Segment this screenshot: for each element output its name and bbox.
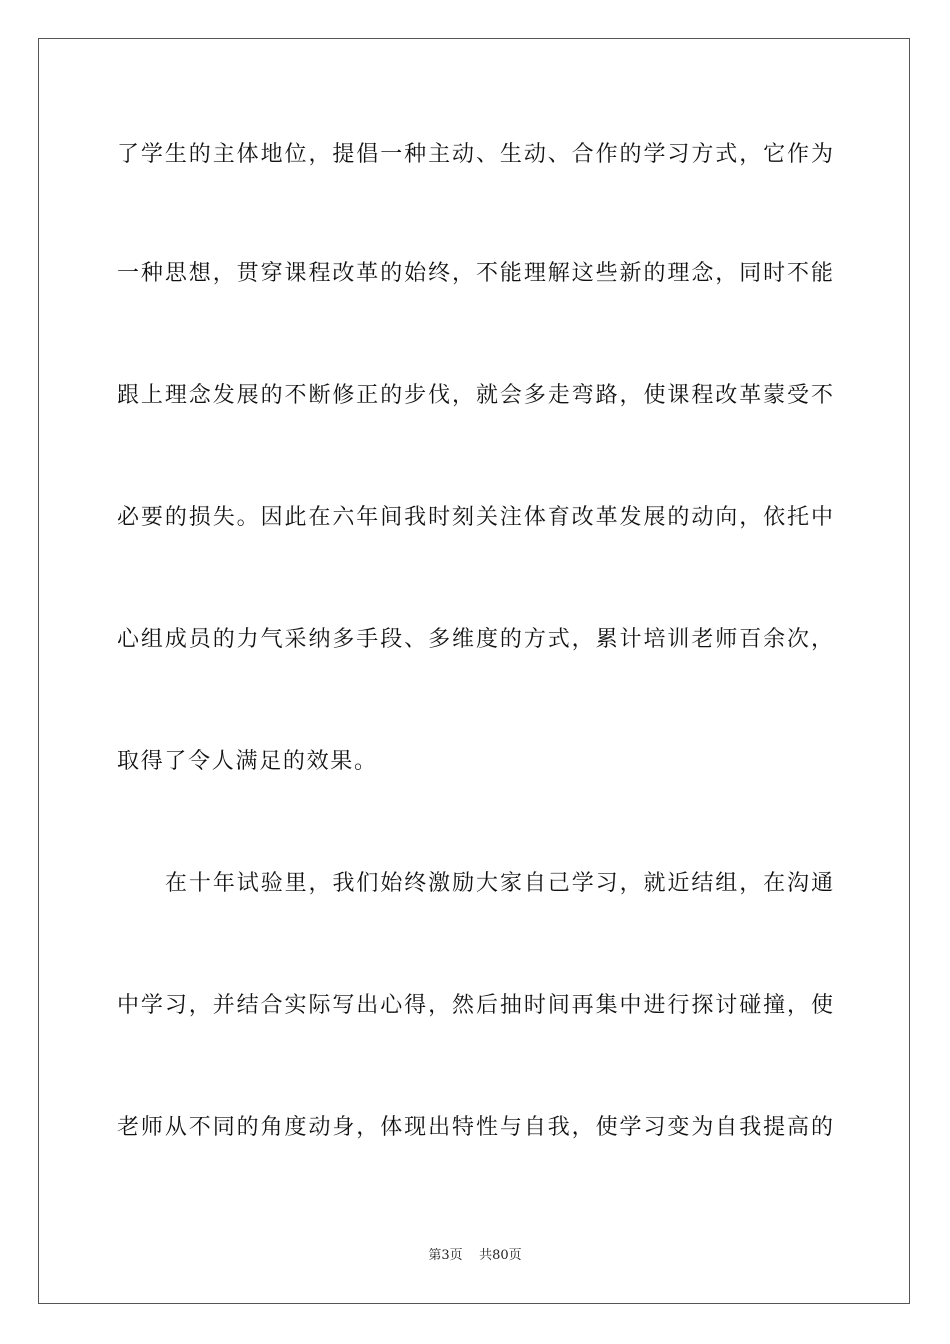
paragraph-line-6: 取得了令人满足的效果。	[117, 749, 378, 774]
page-number: 第3页	[428, 1248, 463, 1263]
paragraph-line-8: 中学习，并结合实际写出心得，然后抽时间再集中进行探讨碰撞，使	[117, 993, 833, 1018]
paragraph-line-1: 了学生的主体地位，提倡一种主动、生动、合作的学习方式，它作为	[117, 142, 833, 167]
paragraph-line-9: 老师从不同的角度动身，体现出特性与自我，使学习变为自我提高的	[117, 1115, 833, 1140]
page-footer	[0, 1247, 950, 1265]
paragraph-line-2: 一种思想，贯穿课程改革的始终，不能理解这些新的理念，同时不能	[117, 261, 833, 286]
page-total: 共80页	[479, 1248, 522, 1263]
paragraph-line-7: 在十年试验里，我们始终激励大家自己学习，就近结组，在沟通	[165, 871, 833, 896]
paragraph-line-3: 跟上理念发展的不断修正的步伐，就会多走弯路，使课程改革蒙受不	[117, 383, 833, 408]
paragraph-line-4: 必要的损失。因此在六年间我时刻关注体育改革发展的动向，依托中	[117, 505, 833, 530]
paragraph-line-5: 心组成员的力气采纳多手段、多维度的方式，累计培训老师百余次，	[117, 627, 833, 652]
